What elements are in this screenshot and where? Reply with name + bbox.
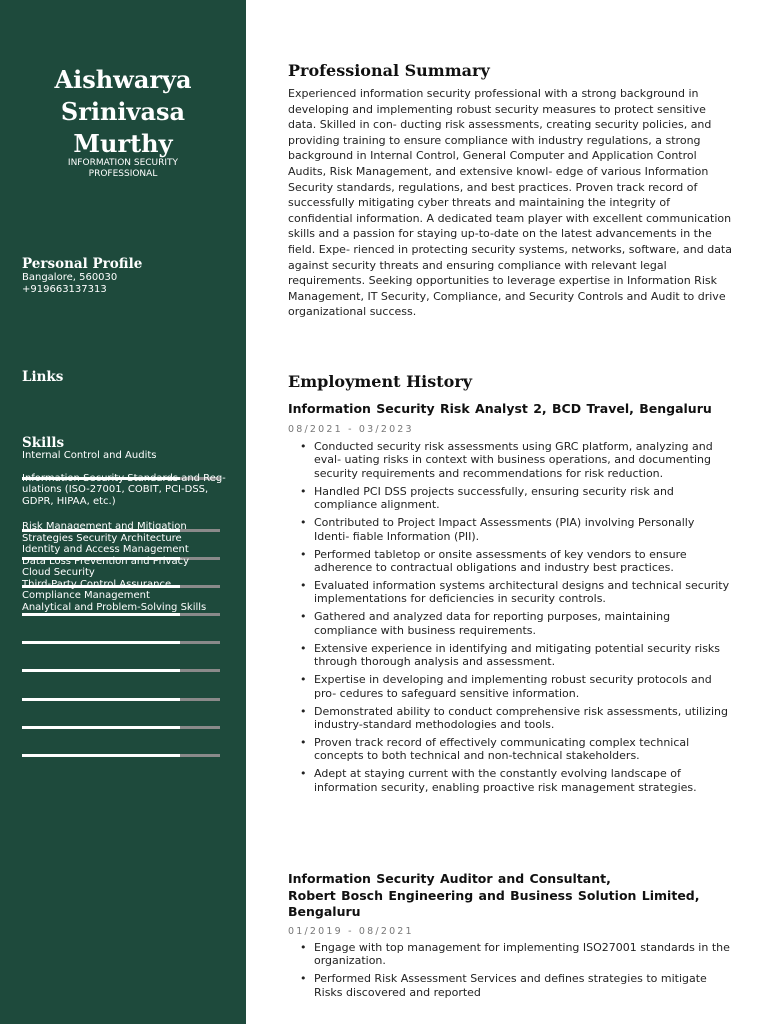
job-bullet: • Adept at staying current with the constantly evolving landscape of information security, enabling proactive risk management strategies. [300,767,730,794]
job-bullet: • Conducted security risk assessments using GRC platform, analyzing and eval- uating risks in context with business operations, and documenting security requirements and recommendations for risk reduction. [300,440,730,480]
job-bullet: • Expertise in developing and implementing robust security protocols and pro- cedures to safeguard sensitive information. [300,673,730,700]
skill-level-fill [22,669,180,672]
skill-item: Compliance Management [22,590,150,601]
skills-list [22,450,227,613]
professional-summary-text: Experienced information security professional with a strong background in developing and implementing robust security measures to protect sensitive data. Skilled in con- ducting risk assessments, creating security policies, and providing training to ensure compliance with industry regulations, a strong background in Internal Control, General Computer and Application Control Audits, Risk Management, and extensive knowl- edge of various Information Security standards, regulations, and best practices. Proven track record of successfully mitigating cyber threats and maintaining the integrity of confidential information. A dedicated team player with excellent communication skills and a passion for staying up-to-date on the latest advancements in the field. Expe- rienced in protecting security systems, networks, software, and data against security threats and ensuring compliance with relevant legal requirements. Seeking opportunities to leverage expertise in Information Risk Management, IT Security, Compliance, and Security Controls and Audit to drive organizational success. [288,87,732,319]
job-bullet: • Handled PCI DSS projects successfully, ensuring security risk and compliance alignment. [300,485,730,512]
candidate-job-title [40,158,206,180]
job-dates: 01/2019 - 08/2021 [288,926,414,937]
name-line: Aishwarya [54,65,192,94]
name-line: Srinivasa [60,97,186,126]
location-text: Bangalore, 560030 [22,272,118,283]
job-bullet: • Evaluated information systems architectural designs and technical security implementations for deficiencies in security controls. [300,579,730,606]
job-bullet: • Proven track record of effectively communicating complex technical concepts to both technical and non-technical stakeholders. [300,736,730,763]
job-title: Information Security Risk Analyst 2, BCD Travel, Bengaluru [288,401,712,416]
job-bullet: • Engage with top management for implementing ISO27001 standards in the organization. [300,941,730,968]
job-bullet: • Performed tabletop or onsite assessments of key vendors to ensure adherence to contractual obligations and industry best practices. [300,548,730,575]
skill-level-bar [22,698,220,701]
name-line: Murthy [73,129,173,158]
skill-level-fill [22,726,180,729]
job-title-line: Robert Bosch Engineering and Business Solution Limited, [288,887,700,903]
phone-text: +919663137313 [22,284,107,295]
skill-level-fill [22,641,180,644]
skill-item: Identity and Access Management [22,544,189,555]
skill-level-bar [22,613,220,616]
skill-level-bar [22,669,220,672]
skill-level-bar [22,641,220,644]
job-title-line: PROFESSIONAL [88,169,158,179]
skills-heading: Skills [22,435,65,451]
professional-summary-heading: Professional Summary [288,61,490,80]
sidebar [0,0,246,1024]
job-title [288,871,738,921]
skill-level-fill [22,754,180,757]
skill-item: Risk Management and Mitigation Strategies Security Architecture [22,521,187,544]
skill-level-bar [22,754,220,757]
job-title-line: INFORMATION SECURITY [67,158,179,168]
personal-profile-heading: Personal Profile [22,256,143,272]
skill-level-fill [22,613,180,616]
links-heading: Links [22,369,64,385]
employment-history-heading: Employment History [288,372,473,391]
skill-item: Cloud Security [22,567,95,578]
job-bullets [300,440,730,799]
skill-item: Third-Party Control Assurance [22,578,172,590]
job-bullet: • Contributed to Project Impact Assessments (PIA) involving Personally Identi- fiable Information (PII). [300,516,730,543]
job-bullet: • Gathered and analyzed data for reporting purposes, maintaining compliance with business requirements. [300,610,730,637]
candidate-name [12,64,234,160]
job-bullet: • Demonstrated ability to conduct comprehensive risk assessments, utilizing industry-standard methodologies and tools. [300,705,730,732]
skill-item: Internal Control and Audits [22,450,157,461]
job-bullets [300,941,730,1004]
job-title-line: Information Security Auditor and Consultant, [288,871,611,886]
skill-level-bar [22,726,220,729]
job-dates: 08/2021 - 03/2023 [288,424,414,435]
skill-item: Information Security Standards and Reg- ulations (ISO-27001, COBIT, PCI-DSS, GDPR, HIPAA, etc.) [22,472,226,507]
skill-item: Analytical and Problem-Solving Skills [22,601,207,613]
job-bullet: • Extensive experience in identifying and mitigating potential security risks through thorough analysis and assessment. [300,642,730,669]
skill-level-fill [22,698,180,701]
skill-item: Data Loss Prevention and Privacy [22,555,190,567]
job-bullet: • Performed Risk Assessment Services and defines strategies to mitigate Risks discovered and reported [300,972,730,999]
job-title-line: Bengaluru [288,904,361,919]
